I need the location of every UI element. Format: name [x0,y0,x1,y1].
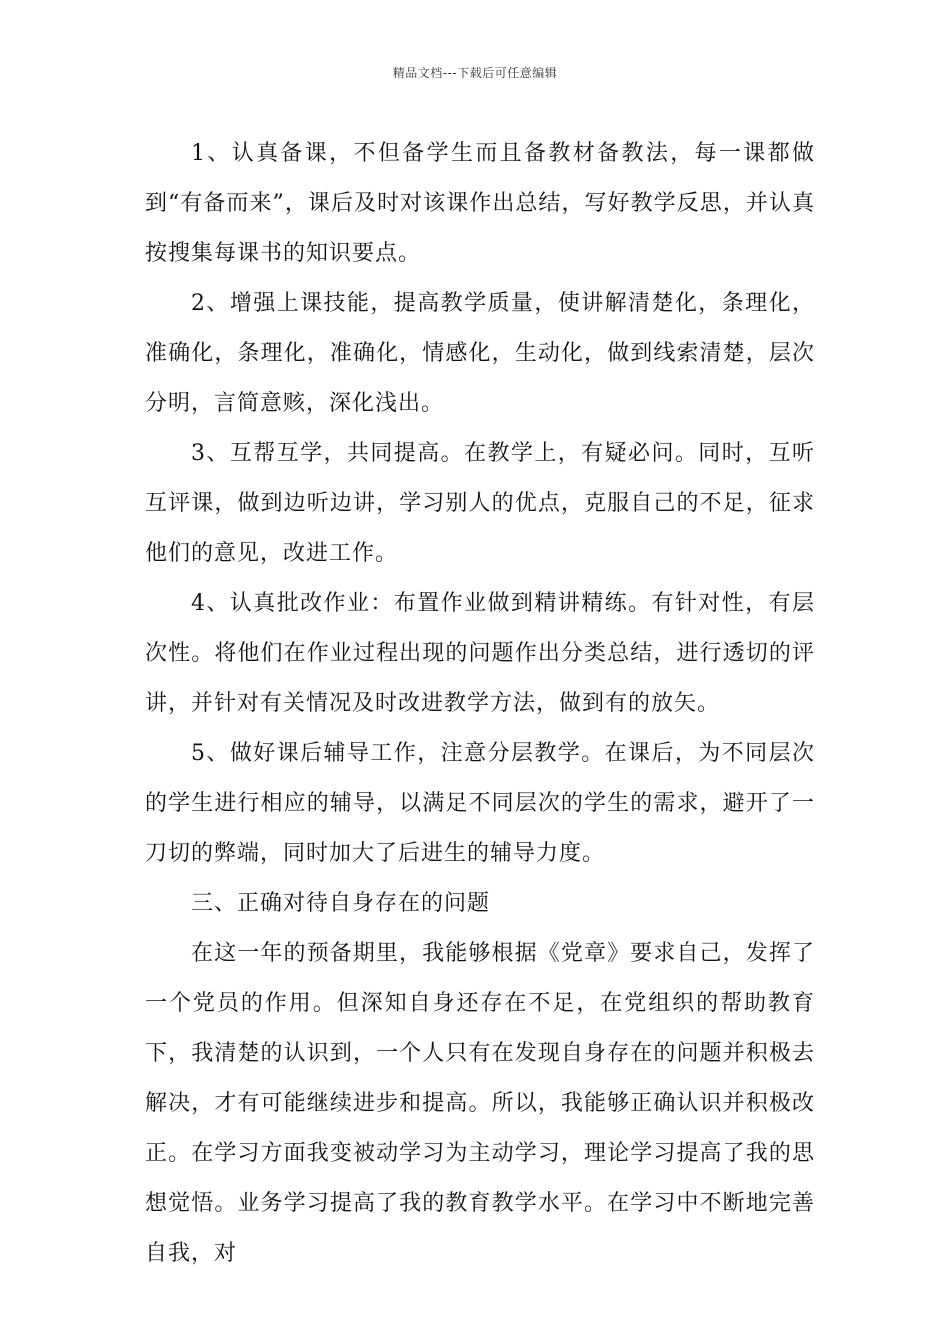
paragraph-lesson-preparation: 1、认真备课，不但备学生而且备教材备教法，每一课都做到“有备而来”，课后及时对该课作出总结，写好教学反思，并认真按搜集每课书的知识要点。 [145,141,815,266]
paragraph-mutual-learning: 3、互帮互学，共同提高。在教学上，有疑必问。同时，互听互评课，做到边听边讲，学习别人的优点，克服自己的不足，征求他们的意见，改进工作。 [145,441,815,566]
page-header: 精品文档---下载后可任意编辑 [392,66,558,80]
paragraph-teaching-skills: 2、增强上课技能，提高教学质量，使讲解清楚化，条理化，准确化，条理化，准确化，情感化，生动化，做到线索清楚，层次分明，言简意赅，深化浅出。 [145,291,815,416]
document-body [145,129,815,1279]
paragraph-after-class-tutoring: 5、做好课后辅导工作，注意分层教学。在课后，为不同层次的学生进行相应的辅导，以满足不同层次的学生的需求，避开了一刀切的弊端，同时加大了后进生的辅导力度。 [145,741,815,866]
paragraph-self-problems: 在这一年的预备期里，我能够根据《党章》要求自己，发挥了一个党员的作用。但深知自身还存在不足，在党组织的帮助教育下，我清楚的认识到，一个人只有在发现自身存在的问题并积极去解决，才有可能继续进步和提高。所以，我能够正确认识并积极改正。在学习方面我变被动学习为主动学习，理论学习提高了我的思想觉悟。业务学习提高了我的教育教学水平。在学习中不断地完善自我，对 [145,941,815,1266]
section-heading: 三、正确对待自身存在的问题 [191,891,491,916]
paragraph-homework-correction: 4、认真批改作业：布置作业做到精讲精练。有针对性，有层次性。将他们在作业过程出现的问题作出分类总结，进行透切的评讲，并针对有关情况及时改进教学方法，做到有的放矢。 [145,591,815,716]
